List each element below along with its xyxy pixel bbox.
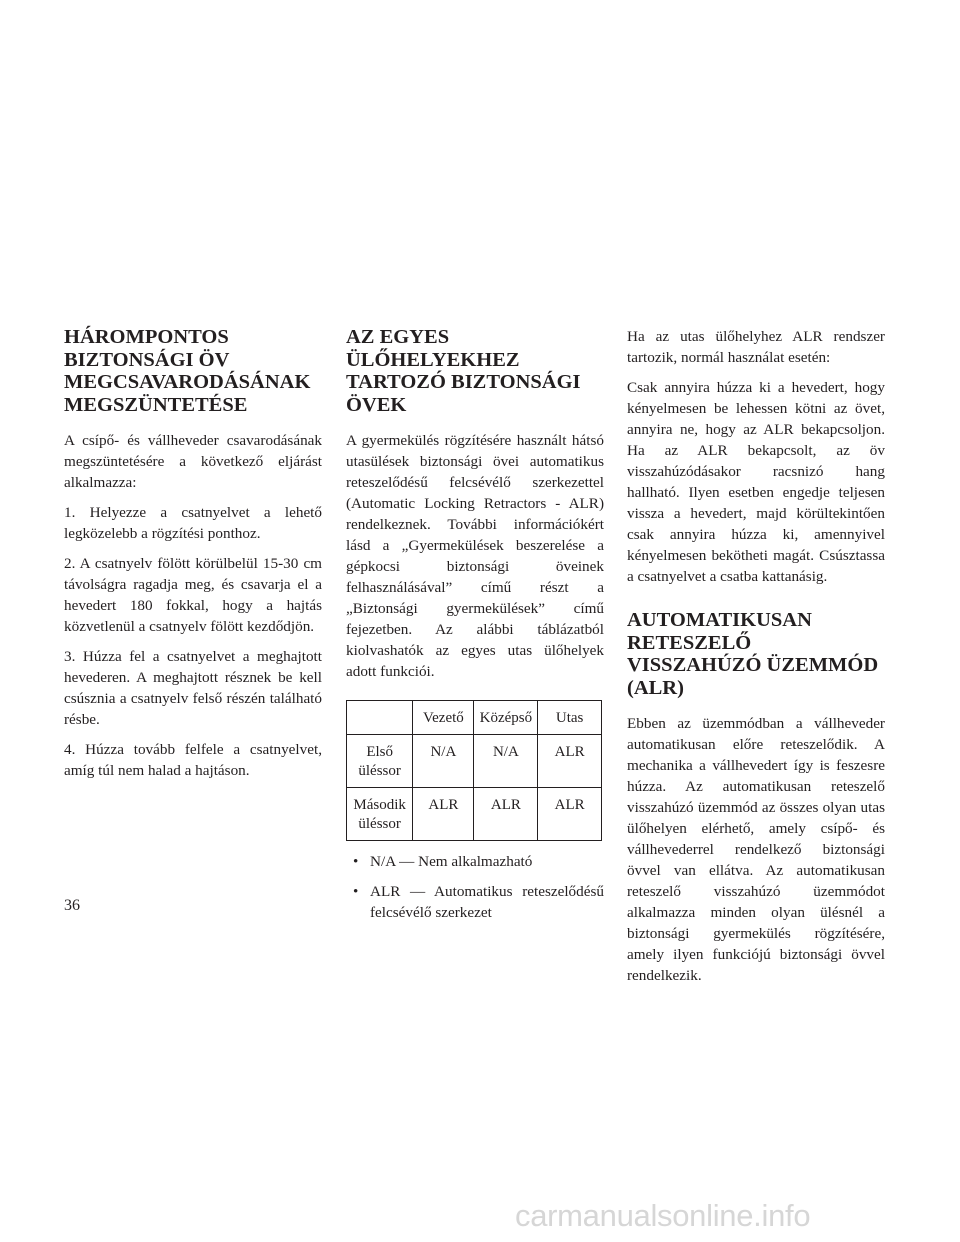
- table-cell: N/A: [474, 735, 538, 788]
- bullet-icon: •: [353, 883, 359, 900]
- table-cell: Második üléssor: [347, 788, 413, 841]
- middle-column: [346, 326, 604, 932]
- table-header-row: [347, 701, 602, 735]
- step-item: 1. Helyezze a csatnyelvet a lehető legközelebb a rögzítési ponthoz.: [64, 504, 322, 542]
- left-column: [64, 326, 322, 790]
- right-column: [627, 326, 885, 995]
- step-item: 3. Húzza fel a csatnyelvet a meghajtott hevederen. A meghajtott résznek be kell csúsznia a csatnyelv felső részén található résbe.: [64, 648, 322, 728]
- watermark: carmanualsonline.info: [515, 1198, 811, 1233]
- table-cell: N/A: [413, 735, 474, 788]
- table-header-cell: Utas: [538, 701, 602, 735]
- page-number: 36: [64, 897, 80, 914]
- table-notes: [346, 851, 604, 923]
- list-item: [346, 881, 604, 923]
- list-item: [346, 851, 604, 872]
- section-heading-alr: AUTOMATIKUSAN RETESZELŐ VISSZAHÚZÓ ÜZEMMÓD (ALR): [627, 609, 879, 699]
- table-cell: ALR: [413, 788, 474, 841]
- table-header-cell: [347, 701, 413, 735]
- paragraph: A csípő- és vállheveder csavarodásának megszüntetésére a következő eljárást alkalmazza:: [64, 432, 322, 491]
- table-row: [347, 735, 602, 788]
- step-item: 4. Húzza tovább felfele a csatnyelvet, amíg túl nem halad a hajtáson.: [64, 741, 322, 779]
- table-cell: Első üléssor: [347, 735, 413, 788]
- section-heading-seat-belts: AZ EGYES ÜLŐHELYEKHEZ TARTOZÓ BIZTONSÁGI ÖVEK: [346, 326, 581, 416]
- note-text: N/A — Nem alkalmazható: [370, 853, 533, 870]
- table-row: [347, 788, 602, 841]
- paragraph: Ha az utas ülőhelyhez ALR rendszer tartozik, normál használat esetén:: [627, 328, 885, 366]
- seat-function-table: [346, 700, 602, 841]
- paragraph: Csak annyira húzza ki a hevedert, hogy kényelmesen be lehessen kötni az övet, annyira ne, hogy az ALR bekapcsoljon. Ha az ALR bekapcsolt, az öv visszahúzódásakor racsnizó hang hallható. Ilyen esetben engedje teljesen vissza a hevedert, majd körültekintően csak annyira húzza ki, amennyivel kényelmesen bekötheti magát. Csúsztassa a csatnyelvet a csatba kattanásig.: [627, 379, 885, 585]
- table-cell: ALR: [538, 788, 602, 841]
- table-cell: ALR: [538, 735, 602, 788]
- note-text: ALR — Automatikus reteszelődésű felcsévélő szerkezet: [370, 883, 604, 921]
- table-header-cell: Középső: [474, 701, 538, 735]
- section-heading-twist-removal: HÁROMPONTOS BIZTONSÁGI ÖV MEGCSAVARODÁSÁNAK MEGSZÜNTETÉSE: [64, 326, 311, 416]
- paragraph: Ebben az üzemmódban a vállheveder automatikusan előre reteszelődik. A mechanika a vállhevedert így is feszesre húzza. Az automatikusan reteszelő visszahúzó üzemmód az összes olyan utas ülőhelyen elérhető, amely csípő- és vállhevederrel rendelkező biztonsági övvel van ellátva. Az automatikusan reteszelő visszahúzó üzemmódot alkalmazza minden olyan ülésnél a biztonsági gyermekülés rögzítésére, amely ilyen funkciójú biztonsági övvel rendelkezik.: [627, 715, 885, 984]
- paragraph: A gyermekülés rögzítésére használt hátsó utasülések biztonsági övei automatikus reteszelődésű felcsévélő szerkezettel (Automatic Locking Retractors - ALR) rendelkeznek. További információkért lásd a „Gyermekülések beszerelése a gépkocsi biztonsági öveinek felhasználásával” című részt a „Biztonsági gyermekülések” című fejezetben. Az alábbi táblázatból kiolvashatók az egyes utas ülőhelyek adott funkciói.: [346, 432, 604, 680]
- bullet-icon: •: [353, 853, 359, 870]
- table-cell: ALR: [474, 788, 538, 841]
- step-item: 2. A csatnyelv fölött körülbelül 15-30 cm távolságra ragadja meg, és csavarja el a hevedert 180 fokkal, hogy a hajtás közvetlenül a csatnyelv fölött kezdődjön.: [64, 555, 322, 635]
- table-header-cell: Vezető: [413, 701, 474, 735]
